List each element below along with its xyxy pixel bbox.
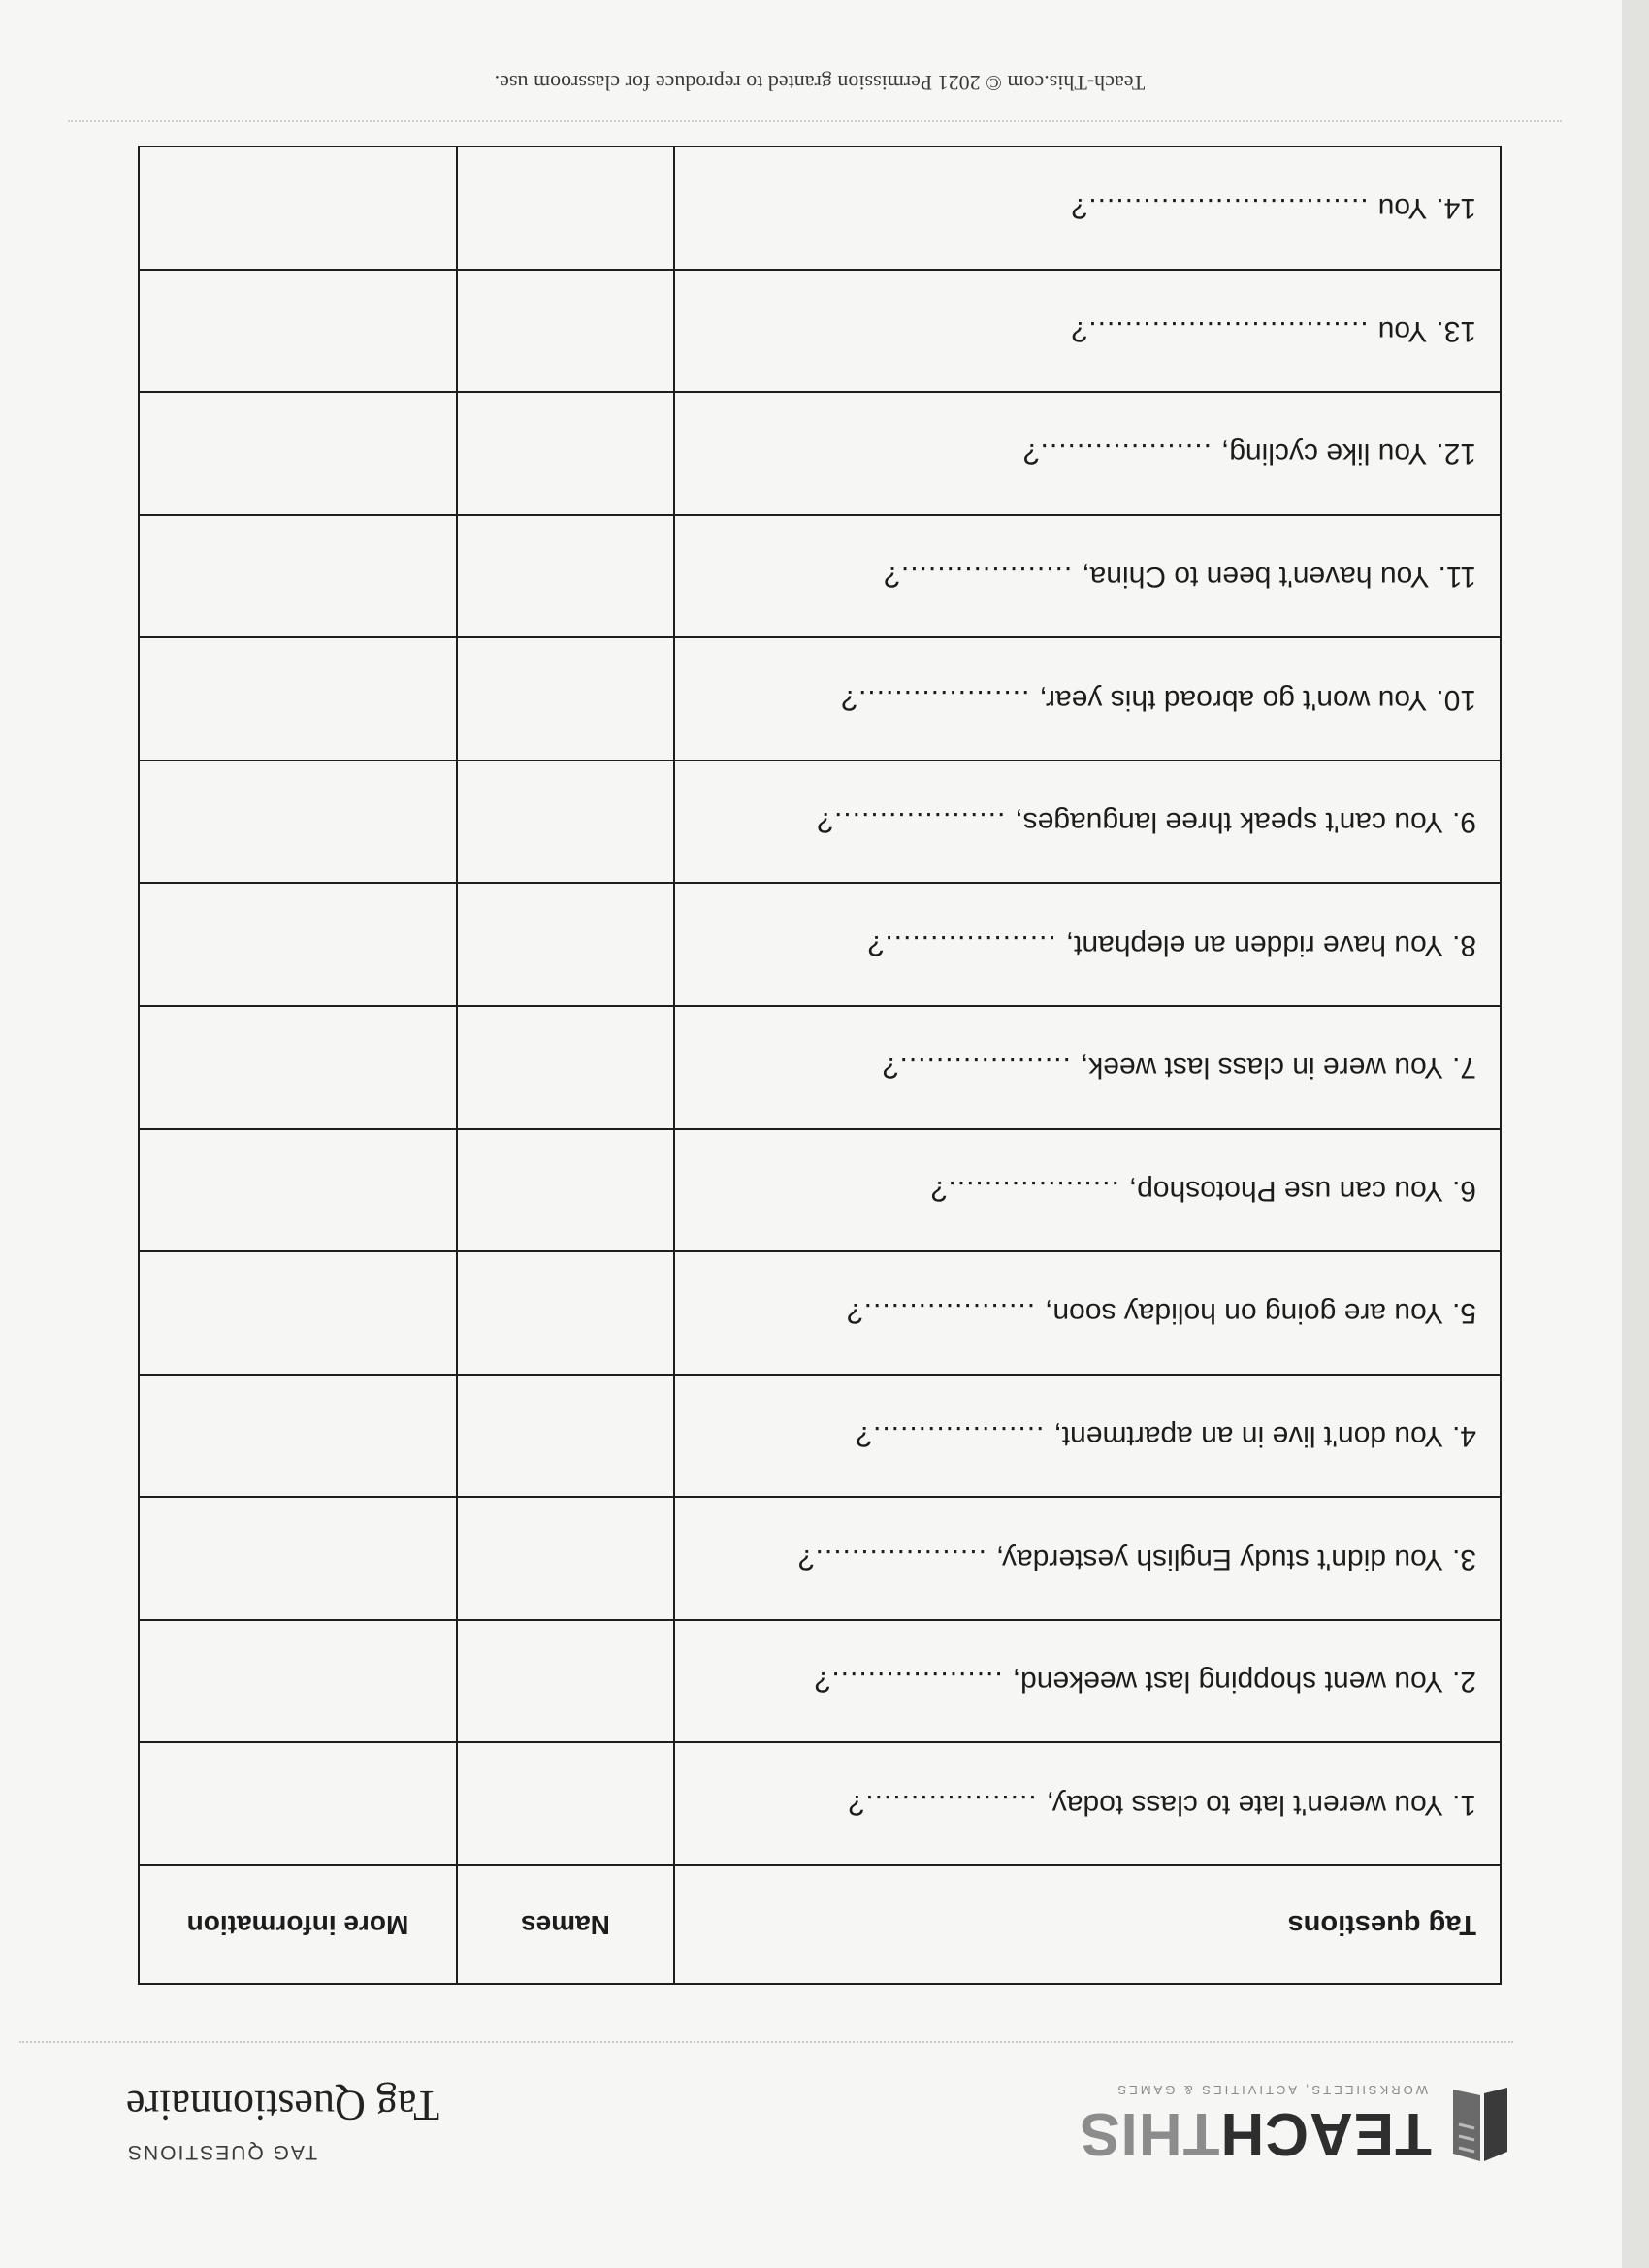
logo-tagline: WORKSHEETS, ACTIVITIES & GAMES [1115, 2083, 1428, 2097]
table-row [140, 638, 1500, 761]
footer-divider [68, 120, 1562, 122]
more-information-cell[interactable] [140, 1130, 458, 1251]
table-row [140, 516, 1500, 639]
table-row [140, 1376, 1500, 1499]
more-information-cell[interactable] [140, 393, 458, 514]
more-information-cell[interactable] [140, 1007, 458, 1128]
names-cell[interactable] [458, 1252, 675, 1374]
more-information-cell[interactable] [140, 1376, 458, 1497]
tag-question-cell [675, 1130, 1500, 1251]
names-cell[interactable] [458, 147, 675, 269]
tag-question-cell [675, 761, 1500, 883]
more-information-cell[interactable] [140, 1498, 458, 1619]
question-tag-blank: ...................? [866, 928, 1056, 961]
question-tag-blank: ...................? [1021, 437, 1212, 470]
scan-edge-shadow [1622, 0, 1649, 2268]
tag-question-cell [675, 1376, 1500, 1497]
question-number: 12. [1436, 437, 1476, 470]
names-cell[interactable] [458, 393, 675, 514]
table-header-row [140, 1866, 1500, 1983]
question-tag-blank: ...................? [813, 1666, 1003, 1699]
tag-question-cell [675, 1621, 1500, 1742]
question-tag-blank: ...................? [883, 561, 1073, 594]
question-text: You [1377, 314, 1428, 347]
names-cell[interactable] [458, 638, 675, 760]
question-text: You don't live in an apartment, [1053, 1420, 1443, 1453]
more-information-cell[interactable] [140, 1743, 458, 1864]
names-cell[interactable] [458, 271, 675, 392]
question-text: You have ridden an elephant, [1065, 928, 1443, 961]
names-cell[interactable] [458, 1743, 675, 1864]
tag-question-cell [675, 638, 1500, 760]
question-tag-blank: ...................? [796, 1542, 986, 1575]
question-tag-blank: ...................? [855, 1420, 1045, 1453]
table-row [140, 271, 1500, 394]
table-row [140, 1252, 1500, 1376]
names-cell[interactable] [458, 516, 675, 637]
tag-question-cell [675, 147, 1500, 269]
table-row [140, 1621, 1500, 1744]
more-information-cell[interactable] [140, 884, 458, 1005]
table-row [140, 147, 1500, 271]
column-header-names: Names [458, 1866, 675, 1983]
logo-this: THIS [1079, 2100, 1220, 2167]
question-number: 10. [1436, 683, 1476, 716]
question-number: 2. [1451, 1666, 1476, 1699]
question-tag-blank: ...................? [881, 1052, 1071, 1085]
question-tag-blank: ...................? [840, 683, 1030, 716]
more-information-cell[interactable] [140, 1252, 458, 1374]
question-text: You can't speak three languages, [1015, 806, 1443, 839]
names-cell[interactable] [458, 884, 675, 1005]
tag-question-cell [675, 1252, 1500, 1374]
table-row [140, 1130, 1500, 1253]
table-row [140, 761, 1500, 885]
tag-question-cell [675, 516, 1500, 637]
question-number: 13. [1436, 314, 1476, 347]
tag-question-cell [675, 1498, 1500, 1619]
question-text: You like cycling, [1220, 437, 1428, 470]
question-text: You haven't been to China, [1082, 561, 1430, 594]
table-row [140, 1743, 1500, 1866]
question-number: 3. [1451, 1542, 1476, 1575]
question-number: 11. [1438, 561, 1476, 594]
logo-teach: TEACH [1219, 2100, 1432, 2167]
section-label: TAG QUESTIONS [126, 2141, 318, 2163]
column-header-tag-questions: Tag questions [1287, 1909, 1476, 1941]
question-tag-blank: ...................? [816, 806, 1006, 839]
questionnaire-table [138, 146, 1502, 1985]
more-information-cell[interactable] [140, 516, 458, 637]
question-tag-blank: ...................? [846, 1297, 1036, 1330]
more-information-cell[interactable] [140, 761, 458, 883]
question-text: You went shopping last weekend, [1012, 1666, 1443, 1699]
more-information-cell[interactable] [140, 1621, 458, 1742]
names-cell[interactable] [458, 1498, 675, 1619]
question-text: You can use Photoshop, [1128, 1174, 1443, 1207]
names-cell[interactable] [458, 761, 675, 883]
names-cell[interactable] [458, 1621, 675, 1742]
logo-wordmark [1079, 2100, 1432, 2167]
more-information-cell[interactable] [140, 147, 458, 269]
question-tag-blank: ...............................? [1070, 314, 1369, 347]
question-text: You [1377, 192, 1428, 225]
table-row [140, 884, 1500, 1007]
copyright-footer: Teach-This.com © 2021 Permission granted to reproduce for classroom use. [494, 71, 1146, 95]
question-tag-blank: ...................? [847, 1788, 1037, 1821]
names-cell[interactable] [458, 1130, 675, 1251]
tag-question-cell [675, 393, 1500, 514]
names-cell[interactable] [458, 1007, 675, 1128]
question-number: 6. [1451, 1174, 1476, 1207]
more-information-cell[interactable] [140, 638, 458, 760]
page-title: Tag Questionnaire [126, 2082, 440, 2129]
more-information-cell[interactable] [140, 271, 458, 392]
question-text: You didn't study English yesterday, [995, 1542, 1443, 1575]
teach-this-logo [1048, 2064, 1513, 2171]
tag-question-cell [675, 1007, 1500, 1128]
question-number: 14. [1436, 192, 1476, 225]
question-text: You were in class last week, [1080, 1052, 1443, 1085]
question-text: You are going on holiday soon, [1045, 1297, 1443, 1330]
table-row [140, 1007, 1500, 1130]
question-number: 7. [1451, 1052, 1476, 1085]
question-tag-blank: ...................? [929, 1174, 1119, 1207]
table-row [140, 1498, 1500, 1621]
question-text: You won't go abroad this year, [1039, 683, 1428, 716]
question-tag-blank: ...............................? [1070, 192, 1369, 225]
question-text: You weren't late to class today, [1046, 1788, 1443, 1821]
question-number: 1. [1451, 1788, 1476, 1821]
book-logo-icon [1445, 2086, 1513, 2165]
table-row [140, 393, 1500, 516]
column-header-more-information: More information [140, 1866, 458, 1983]
tag-question-cell [675, 1743, 1500, 1864]
question-number: 9. [1451, 806, 1476, 839]
header-divider [19, 2041, 1513, 2043]
question-number: 5. [1451, 1297, 1476, 1330]
tag-question-cell [675, 884, 1500, 1005]
question-number: 8. [1451, 928, 1476, 961]
names-cell[interactable] [458, 1376, 675, 1497]
tag-question-cell [675, 271, 1500, 392]
question-number: 4. [1451, 1420, 1476, 1453]
